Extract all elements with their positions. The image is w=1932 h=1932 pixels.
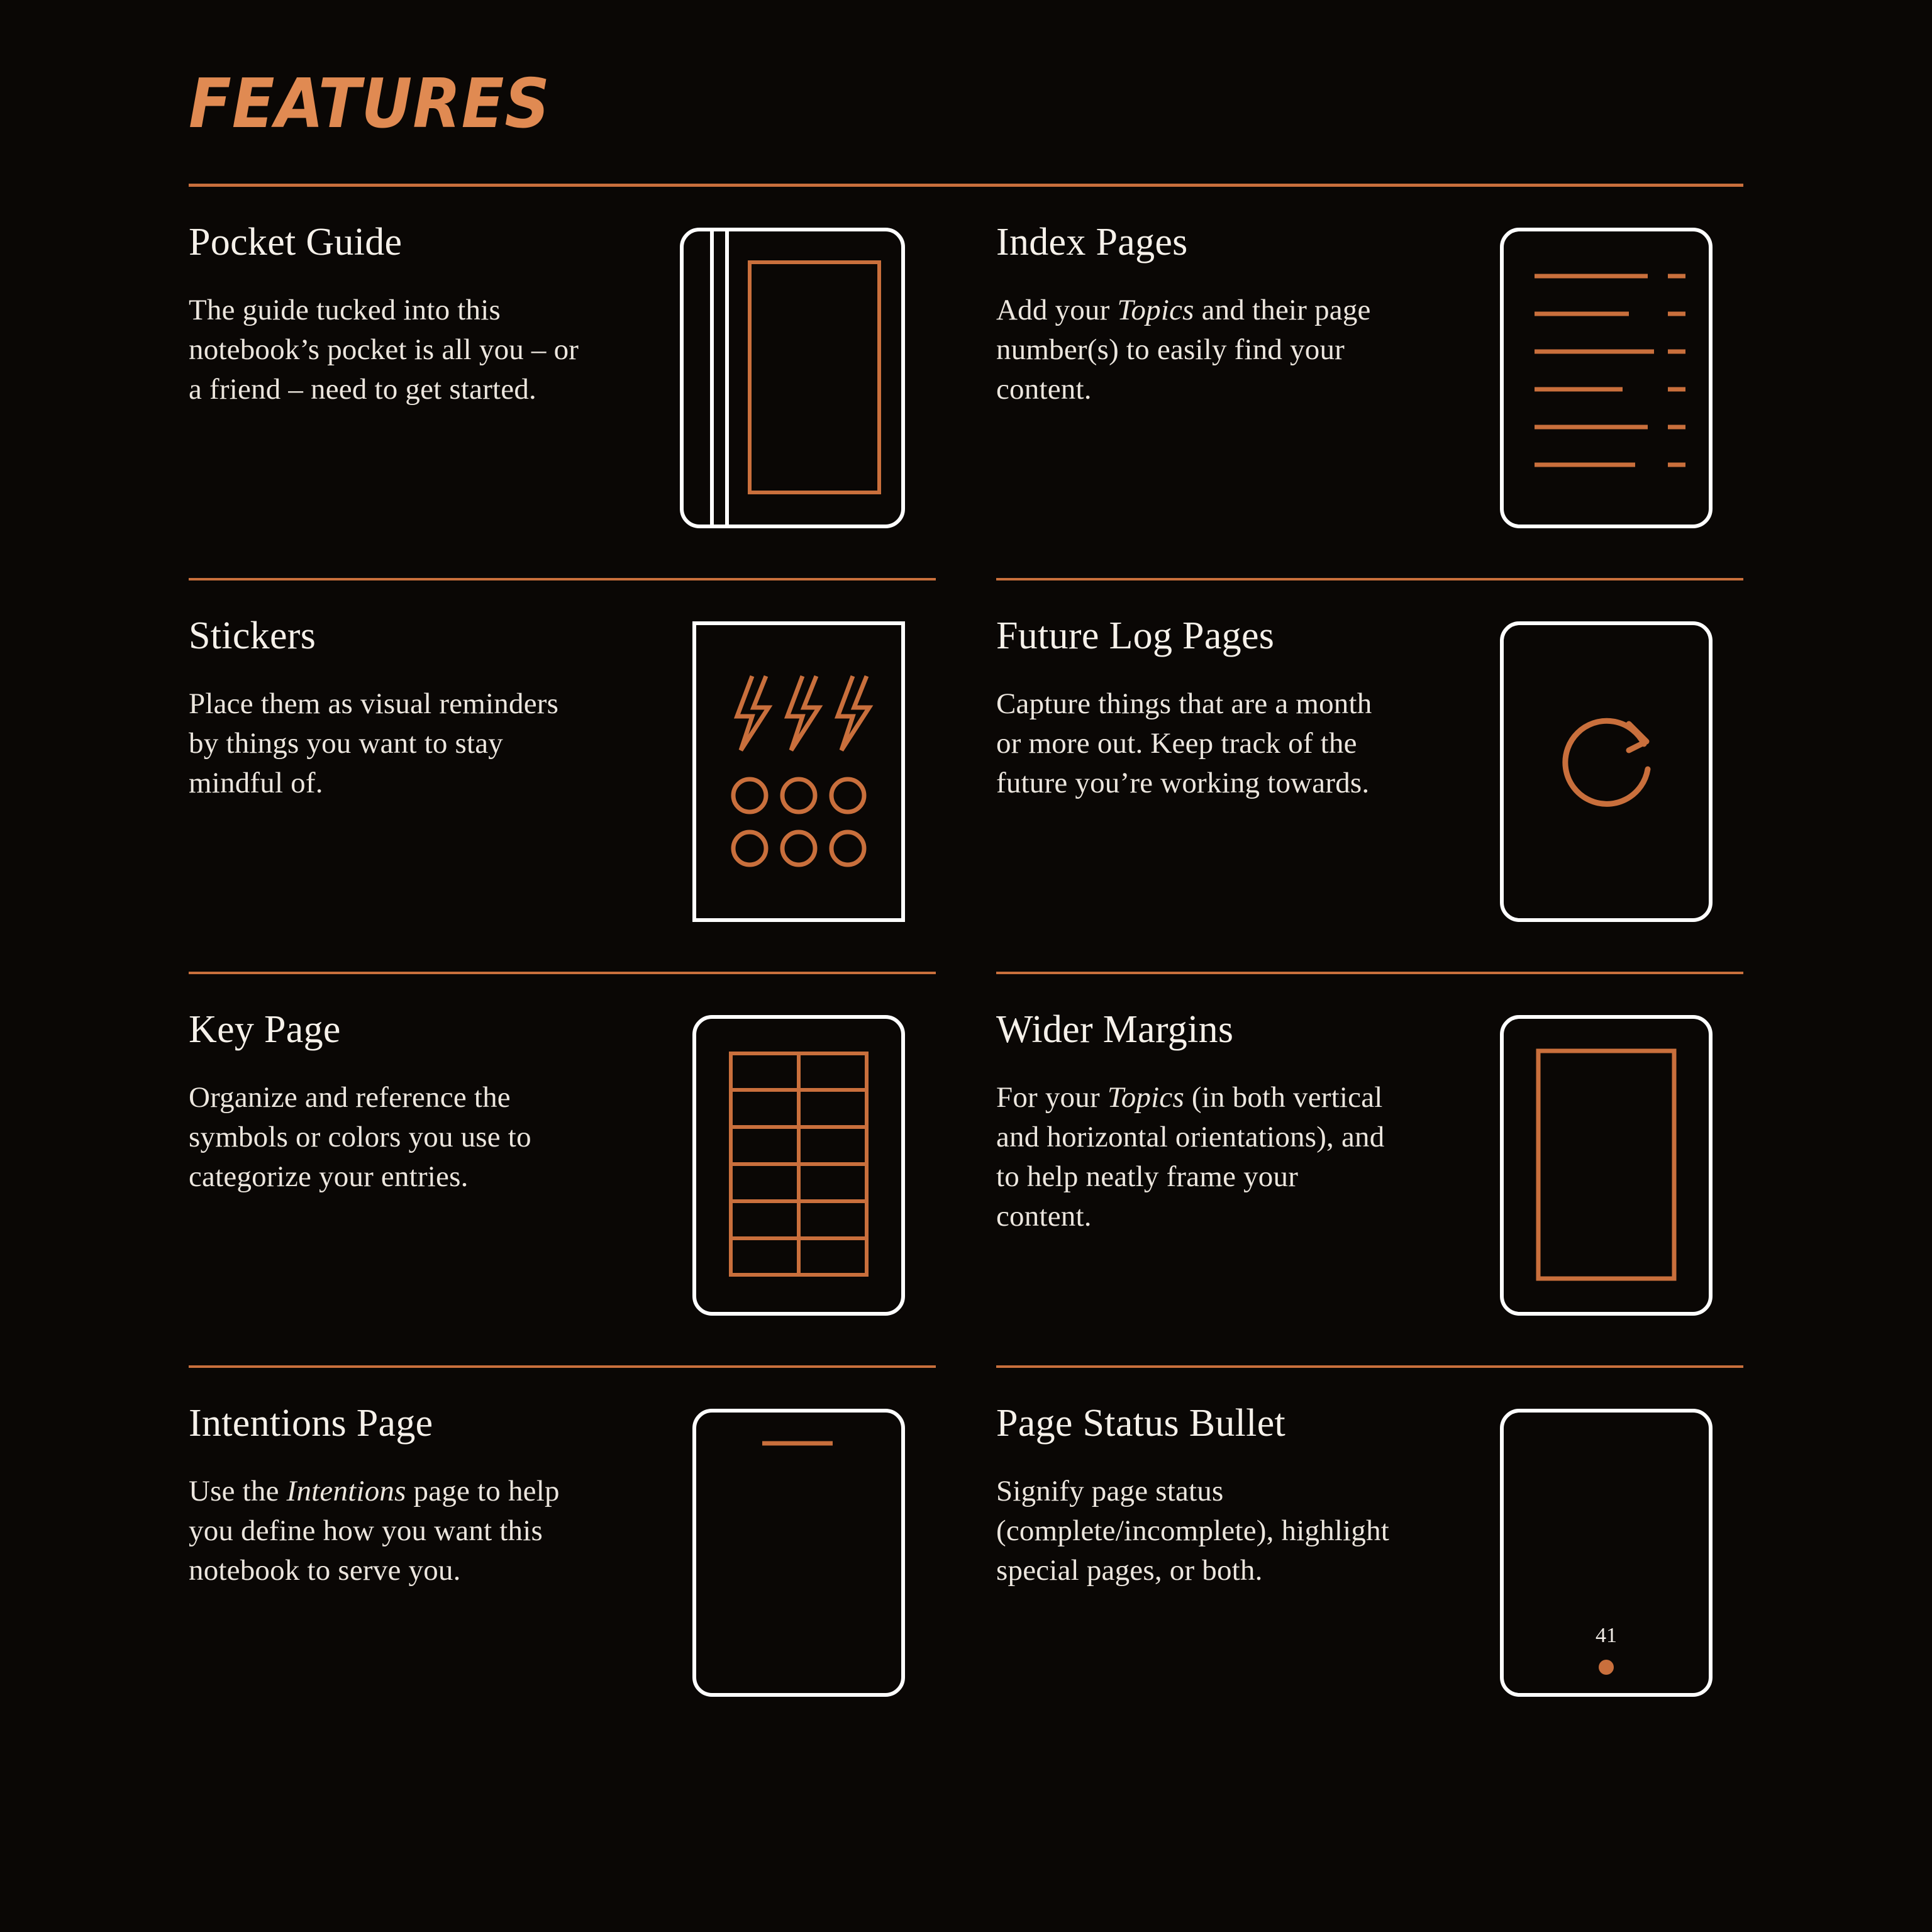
- feature-card-index-pages: [996, 187, 1743, 580]
- sticker-sheet-icon: [692, 621, 906, 923]
- index-lines-icon: [1499, 227, 1713, 529]
- page-number-label: 41: [1596, 1624, 1617, 1647]
- features-grid: [189, 187, 1743, 1762]
- feature-description: Organize and reference the symbols or colors you use to categorize your entries.: [189, 1081, 531, 1194]
- feature-title: Wider Margins: [996, 1008, 1234, 1051]
- circular-arrow-icon: [1499, 621, 1713, 923]
- margin-frame-icon: [1499, 1014, 1713, 1316]
- feature-title: Stickers: [189, 614, 316, 657]
- feature-card-intentions-page: [189, 1368, 936, 1762]
- feature-title: Intentions Page: [189, 1402, 433, 1445]
- feature-card-page-status-bullet: [996, 1368, 1743, 1762]
- feature-title: Future Log Pages: [996, 614, 1275, 657]
- feature-card-stickers: [189, 580, 936, 974]
- notebook-with-pocket-icon: [679, 227, 906, 529]
- key-grid-icon: [692, 1014, 906, 1316]
- feature-title: Index Pages: [996, 221, 1188, 264]
- feature-description: For your Topics (in both vertical and horizontal orientations), and to help neatly frame your content.: [996, 1081, 1385, 1233]
- feature-description: Place them as visual reminders by things you want to stay mindful of.: [189, 687, 559, 800]
- intentions-line-icon: [692, 1408, 906, 1697]
- feature-card-key-page: [189, 974, 936, 1368]
- feature-title: Key Page: [189, 1008, 341, 1051]
- feature-description: Use the Intentions page to help you define how you want this notebook to serve you.: [189, 1475, 560, 1587]
- feature-description: The guide tucked into this notebook’s pocket is all you – or a friend – need to get started.: [189, 294, 579, 406]
- feature-card-wider-margins: [996, 974, 1743, 1368]
- feature-title: Pocket Guide: [189, 221, 402, 264]
- feature-title: Page Status Bullet: [996, 1402, 1286, 1445]
- feature-description: Capture things that are a month or more out. Keep track of the future you’re working towards.: [996, 687, 1372, 800]
- feature-card-future-log-pages: [996, 580, 1743, 974]
- feature-description: Add your Topics and their page number(s) to easily find your content.: [996, 294, 1371, 406]
- page-status-bullet-icon: [1499, 1408, 1713, 1697]
- page-title: FEATURES: [189, 65, 550, 143]
- feature-card-pocket-guide: [189, 187, 936, 580]
- feature-description: Signify page status (complete/incomplete), highlight special pages, or both.: [996, 1475, 1390, 1587]
